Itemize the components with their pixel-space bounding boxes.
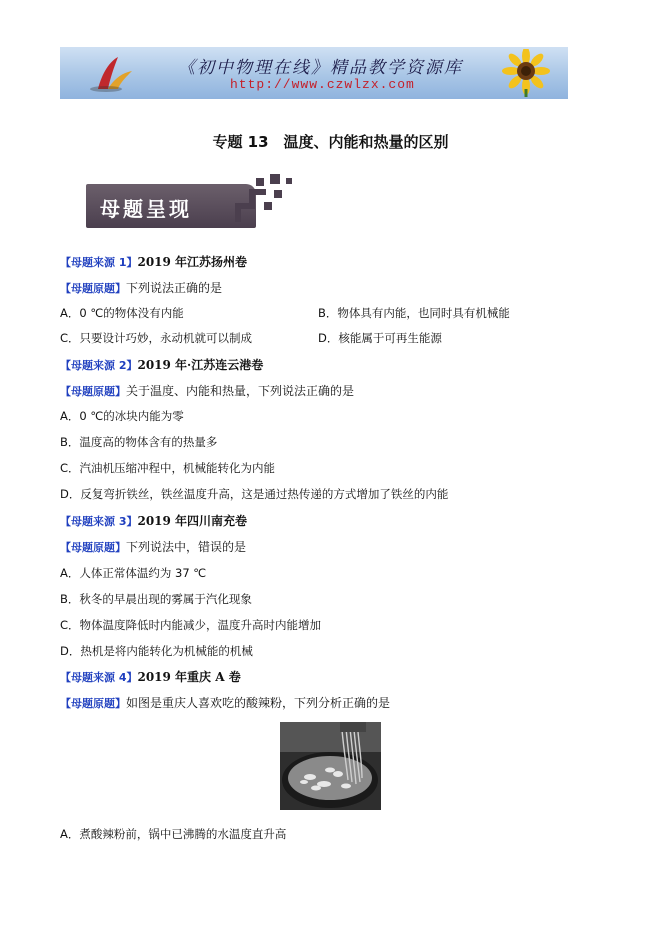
question-1-source: 【母题来源 1】2019 年江苏扬州卷 [60, 255, 248, 269]
question-1-stem: 【母题原题】下列说法正确的是 [60, 281, 223, 295]
badge-corner-icon [234, 172, 298, 228]
question-2-stem: 【母题原题】关于温度、内能和热量，下列说法正确的是 [60, 384, 355, 398]
question-2-source: 【母题来源 2】2019 年·江苏连云港卷 [60, 358, 264, 372]
question-3-option-b: B．秋冬的早晨出现的雾属于汽化现象 [60, 592, 252, 606]
banner-title: 《初中物理在线》精品教学资源库 [178, 58, 463, 78]
question-2-option-a: A．0 ℃的冰块内能为零 [60, 409, 184, 423]
noodle-bowl-photo [280, 722, 381, 810]
question-1-option-d: D．核能属于可再生能源 [318, 331, 442, 345]
banner-url: http://www.czwlzx.com [230, 77, 415, 92]
site-logo-icon [88, 53, 134, 93]
section-badge-box [86, 184, 256, 228]
question-3-stem: 【母题原题】下列说法中，错误的是 [60, 540, 247, 554]
question-3-option-c: C．物体温度降低时内能减少，温度升高时内能增加 [60, 618, 322, 632]
question-3-source: 【母题来源 3】2019 年四川南充卷 [60, 514, 248, 528]
question-4-stem: 【母题原题】如图是重庆人喜欢吃的酸辣粉，下列分析正确的是 [60, 696, 391, 710]
noodle-bowl-image [280, 722, 381, 810]
question-4-option-a: A．煮酸辣粉前，锅中已沸腾的水温度直升高 [60, 827, 287, 841]
question-3-option-a: A．人体正常体温约为 37 ℃ [60, 566, 207, 580]
question-1-option-a: A．0 ℃的物体没有内能 [60, 306, 184, 320]
question-1-option-c: C．只要设计巧妙，永动机就可以制成 [60, 331, 253, 345]
question-2-option-b: B．温度高的物体含有的热量多 [60, 435, 218, 449]
document-title: 专题 13 温度、内能和热量的区别 [212, 133, 449, 151]
section-badge [86, 172, 298, 234]
header-banner [60, 47, 568, 99]
question-2-option-d: D．反复弯折铁丝，铁丝温度升高，这是通过热传递的方式增加了铁丝的内能 [60, 487, 449, 501]
section-label: 母题呈现 [100, 197, 192, 221]
question-4-source: 【母题来源 4】2019 年重庆 A 卷 [60, 670, 241, 684]
question-3-option-d: D．热机是将内能转化为机械能的机械 [60, 644, 253, 658]
sunflower-icon [496, 49, 560, 97]
question-2-option-c: C．汽油机压缩冲程中，机械能转化为内能 [60, 461, 276, 475]
question-1-option-b: B．物体具有内能，也同时具有机械能 [318, 306, 510, 320]
